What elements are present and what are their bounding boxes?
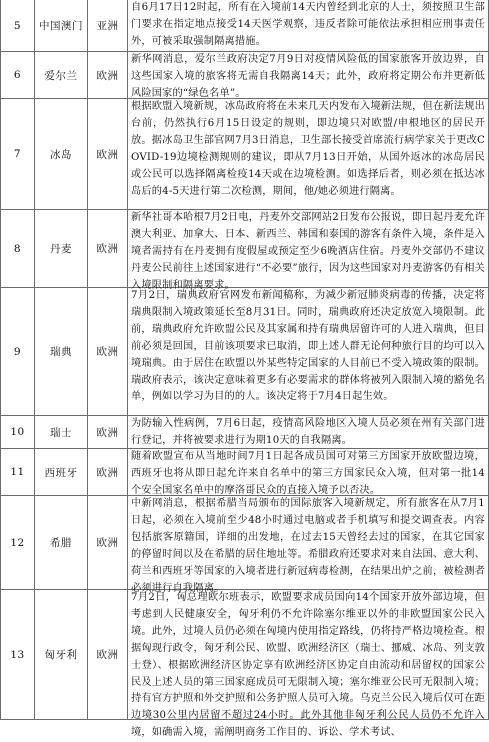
policy-cell <box>128 288 489 416</box>
table-row <box>1 288 489 416</box>
country-name: 丹麦 <box>35 210 88 288</box>
region-name: 欧洲 <box>88 496 128 590</box>
table-row <box>1 496 489 590</box>
country-name: 瑞士 <box>35 416 88 449</box>
policy-cell <box>128 99 489 210</box>
table-row <box>1 99 489 210</box>
region-name: 欧洲 <box>88 416 128 449</box>
row-index: 12 <box>1 496 35 590</box>
region-name: 欧洲 <box>88 52 128 99</box>
table-row <box>1 0 489 52</box>
region-name: 欧洲 <box>88 449 128 496</box>
table-row <box>1 590 489 720</box>
row-index: 8 <box>1 210 35 288</box>
country-name: 中国澳门 <box>35 0 88 52</box>
policy-cell <box>128 496 489 594</box>
policy-text: 新华网消息，爱尔兰政府决定7月9日对疫情风险低的国家旅客开放边界，自这些国家入境的旅客将无需自我隔离14天；此外，政府将定期公布并更新低风险国家的“绿色名单”。 <box>131 54 485 99</box>
row-index: 9 <box>1 288 35 416</box>
policy-text: 7月2日，瑞典政府官网发布新闻稿称，为减少新冠肺炎病毒的传播，决定将瑞典限制入境政策延长至8月31日。同时，瑞典政府还决定放宽入境限制。此前，瑞典政府允许欧盟公民及其家属和持有瑞典居留许可的人进入瑞典，但目前必须是回国，目前该项要求已取消，即上述人群无论何种旅行目的均可以入境瑞典。由于居住在欧盟以外某些特定国家的人目前已不受入境政策的限制。瑞政府表示，该决定意味着更多有必要需求的群体将被列入限制入境的豁免名单，例如以学习为目的的人。该决定将于7月4日起生效。 <box>131 290 485 403</box>
policy-cell <box>128 0 489 52</box>
policy-cell <box>128 590 489 739</box>
row-index: 7 <box>1 99 35 210</box>
policy-text: 自6月17日12时起，所有在入境前14天内曾经到北京的人士，须按照卫生部门要求在指定地点接受14天医学观察，违反者除可能依法承担相应刑事责任外，可被采取强制隔离措施。 <box>131 2 485 47</box>
policy-text: 为防输入性病例，7月6日起，疫情高风险地区入境人员必须在州有关部门进行登记，并将被要求进行为期10天的自我隔离。 <box>131 418 485 446</box>
policy-text: 随着欧盟宣布从当地时间7月1日起各成员国可对第三方国家开放欧盟边境，西班牙也将从即日起允许来自名单中的第三方国家民众入境，但对第一批14个安全国家名单中的摩洛哥民众的直接入境予以否决。 <box>131 451 485 496</box>
policy-text: 中新网消息，根据希腊当局颁布的国际旅客入境新规定，所有旅客在从7月1日起，必须在入境前至少48小时通过电脑或者手机填写和提交调查表。内容包括旅客原籍国，详细的出发地，在过去15天曾经去过的国家，在其它国家的停留时间以及在希腊的居住地址等。希腊政府还要求对来自法国、意大利、荷兰和西班牙等国家的入境者进行新冠病毒检测，在结果出炉之前，被检测者必须进行自我隔离。 <box>131 498 485 594</box>
table-row <box>1 210 489 288</box>
row-index: 10 <box>1 416 35 449</box>
policy-cell <box>128 52 489 99</box>
policy-text: 7月2日，匈总理欧尔班表示，欧盟要求成员国向14个国家开放外部边境，但考虑到人民健康安全，匈牙利仍不允许除塞尔维亚以外的非欧盟国家公民入境。此外，过境人员仍必须在匈境内使用指定路线，仍将持严格边境检查。根据匈现行政令，匈牙利公民、欧盟、欧洲经济区（瑞士、挪威、冰岛、列支敦士登）、根据欧洲经济区协定享有欧洲经济区协定自由流动和居留权的国家公民及上述人员的第三国家庭成员可无限制入境；塞尔维亚公民可无限制入境；持有官方护照和外交护照和公务护照人员可入境。乌克兰公民入境后仅可在距边境30公里内居留不超过24小时。此外其他非匈牙利公民人员仍不允许入境，如确需入境，需阐明商务工作目的、诉讼、学术考试、 <box>131 592 485 739</box>
policy-text: 根据欧盟入境新规，冰岛政府将在未来几天内发布入境新法规，但在新法规出台前，仍然执行6月15日设定的规则，即边境只对欧盟/申根地区的居民开放。据冰岛卫生部官网7月3日消息，卫生部长接受首席流行病学家关于更改COVID-19边境检测规则的建议，即从7月13日开始，从国外返冰的冰岛居民或公民可以选择隔离检疫14天或在边境检测。如选择后者，则必须在抵达冰岛后的4-5天进行第二次检测，期间，他/她必须进行隔离。 <box>131 101 485 197</box>
region-name: 亚洲 <box>88 0 128 52</box>
policy-text: 新华社哥本哈根7月2日电，丹麦外交部网站2日发布公报说，即日起丹麦允许澳大利亚、加拿大、日本、新西兰、韩国和泰国的游客有条件入境，条件是入境者需持有在丹麦拥有度假屋或预定至少6晚酒店住宿。丹麦外交部仍不建议丹麦公民前往上述国家进行“不必要”旅行，因为这些国家对丹麦游客仍有相关入境限制和隔离要求。 <box>131 212 485 291</box>
row-index: 5 <box>1 0 35 52</box>
country-name: 西班牙 <box>35 449 88 496</box>
country-name: 爱尔兰 <box>35 52 88 99</box>
country-name: 希腊 <box>35 496 88 590</box>
row-index: 11 <box>1 449 35 496</box>
region-name: 欧洲 <box>88 99 128 210</box>
policy-cell <box>128 210 489 291</box>
country-name: 瑞典 <box>35 288 88 416</box>
region-name: 欧洲 <box>88 590 128 720</box>
table-row <box>1 416 489 449</box>
policy-cell <box>128 416 489 449</box>
region-name: 欧洲 <box>88 210 128 288</box>
row-index: 6 <box>1 52 35 99</box>
country-name: 冰岛 <box>35 99 88 210</box>
table-row <box>1 52 489 99</box>
table-row <box>1 449 489 496</box>
policy-cell <box>128 449 489 496</box>
row-index: 13 <box>1 590 35 720</box>
table-body <box>1 0 489 739</box>
region-name: 欧洲 <box>88 288 128 416</box>
country-name: 匈牙利 <box>35 590 88 720</box>
